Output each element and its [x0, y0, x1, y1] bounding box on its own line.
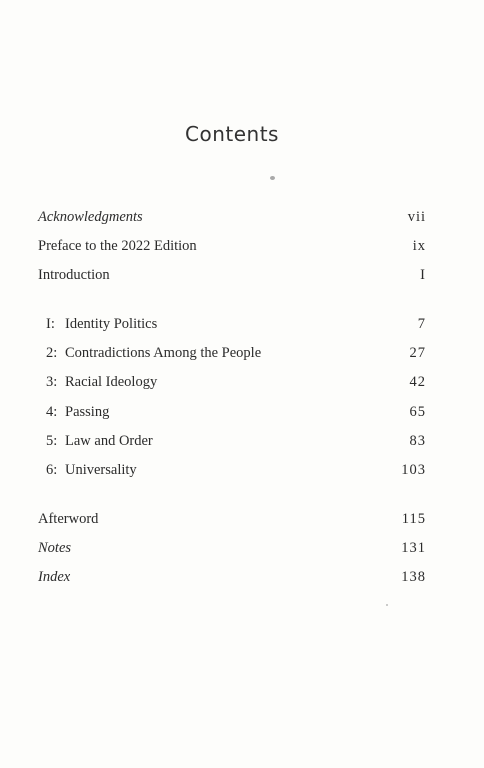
chapter-number: 6: — [46, 462, 58, 478]
ink-speck — [270, 176, 275, 180]
toc-entry-page: 65 — [409, 404, 426, 420]
toc-chapter-5[interactable] — [38, 433, 426, 453]
chapter-number: I: — [46, 316, 55, 332]
ink-speck — [386, 604, 388, 606]
toc-entry-label: Passing — [65, 404, 110, 420]
toc-entry-page: 115 — [401, 511, 426, 527]
toc-entry-label: Notes — [38, 540, 72, 556]
toc-entry-afterword[interactable] — [38, 511, 426, 531]
toc-chapter-4[interactable] — [38, 404, 426, 424]
toc-entry-label: Law and Order — [65, 433, 153, 449]
toc-chapter-3[interactable] — [38, 374, 426, 394]
toc-entry-page: 83 — [409, 433, 426, 449]
toc-entry-page: I — [420, 267, 426, 283]
toc-entry-acknowledgments[interactable] — [38, 209, 426, 229]
toc-entry-label: Index — [38, 569, 71, 585]
toc-entry-introduction[interactable] — [38, 267, 426, 287]
page-title: Contents — [185, 122, 279, 146]
toc-entry-index[interactable] — [38, 569, 426, 589]
toc-entry-notes[interactable] — [38, 540, 426, 560]
toc-entry-page: 27 — [409, 345, 426, 361]
toc-entry-page: 42 — [409, 374, 426, 390]
toc-entry-label: Acknowledgments — [38, 209, 143, 225]
chapter-number: 5: — [46, 433, 58, 449]
chapter-number: 3: — [46, 374, 58, 390]
toc-entry-label: Racial Ideology — [65, 374, 158, 390]
toc-entry-page: 7 — [417, 316, 426, 332]
toc-entry-page: 138 — [401, 569, 426, 585]
toc-entry-label: Preface to the 2022 Edition — [38, 238, 197, 254]
toc-chapter-1[interactable] — [38, 316, 426, 336]
chapter-number: 4: — [46, 404, 58, 420]
toc-entry-page: 103 — [401, 462, 426, 478]
toc-entry-preface[interactable] — [38, 238, 426, 258]
chapter-number: 2: — [46, 345, 58, 361]
toc-chapter-2[interactable] — [38, 345, 426, 365]
toc-entry-label: Contradictions Among the People — [65, 345, 262, 361]
toc-entry-label: Afterword — [38, 511, 99, 527]
toc-entry-page: ix — [412, 238, 426, 254]
toc-entry-page: 131 — [401, 540, 426, 556]
toc-entry-page: vii — [407, 209, 426, 225]
toc-entry-label: Universality — [65, 462, 137, 478]
toc-chapter-6[interactable] — [38, 462, 426, 482]
toc-entry-label: Introduction — [38, 267, 110, 283]
toc-entry-label: Identity Politics — [65, 316, 158, 332]
